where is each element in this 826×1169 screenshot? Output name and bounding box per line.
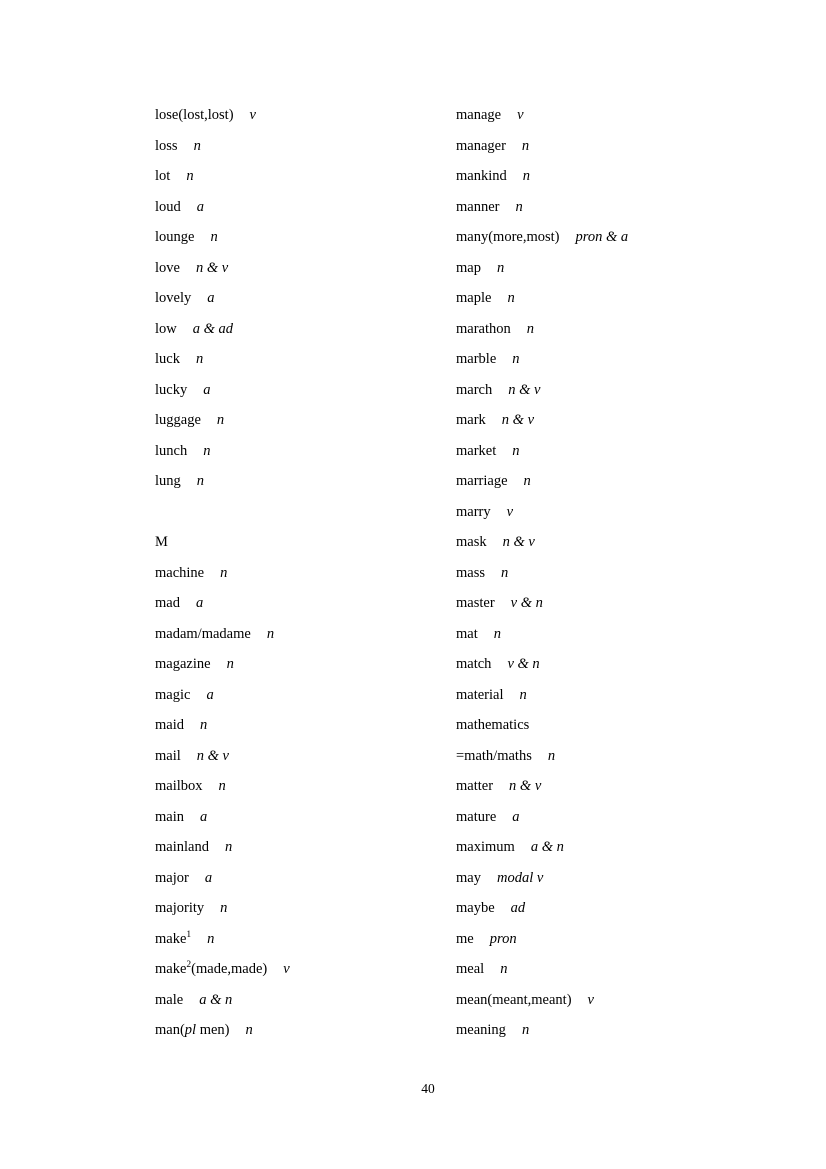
entry-pos: n <box>207 930 215 947</box>
entry-word: mass <box>456 564 485 581</box>
entry-pos: n <box>523 473 531 490</box>
word-entry <box>155 893 290 924</box>
entry-pos: n <box>501 564 509 581</box>
word-entry <box>155 649 290 680</box>
word-entry <box>456 344 628 375</box>
entry-word: man(pl men) <box>155 1022 230 1039</box>
word-entry <box>456 375 628 406</box>
word-entry <box>456 405 628 436</box>
entry-word: maid <box>155 717 184 734</box>
entry-pos: v <box>517 107 524 123</box>
entry-pos: a & ad <box>192 320 234 337</box>
word-entry <box>456 619 628 650</box>
entry-word: march <box>456 381 493 398</box>
entry-word: make$^2$(made,made) <box>155 960 268 978</box>
entry-word: main <box>155 808 184 825</box>
entry-word: manner <box>456 198 500 215</box>
entry-word: maximum <box>456 839 515 856</box>
entry-word: maybe <box>456 900 495 917</box>
word-entry <box>456 192 628 223</box>
word-entry <box>456 924 628 955</box>
section-letter <box>155 527 290 558</box>
entry-pos: n <box>521 1022 530 1039</box>
word-entry <box>155 344 290 375</box>
word-entry <box>456 527 628 558</box>
entry-pos: n <box>203 442 211 459</box>
word-entry <box>456 558 628 589</box>
word-entry <box>456 314 628 345</box>
word-entry <box>155 954 290 985</box>
word-entry <box>155 710 290 741</box>
entry-pos: n <box>496 259 505 276</box>
entry-pos: n <box>245 1022 253 1039</box>
entry-word: manager <box>456 137 506 154</box>
entry-word: meal <box>456 961 485 978</box>
entry-word: majority <box>155 900 205 917</box>
entry-word: mad <box>155 595 180 612</box>
page-number: 40 <box>421 1081 435 1096</box>
word-entry <box>456 649 628 680</box>
entry-word: mean(meant,meant) <box>456 991 572 1008</box>
entry-word: luggage <box>155 412 201 429</box>
word-entry <box>155 588 290 619</box>
entry-word: lunch <box>155 442 188 459</box>
entry-pos: n <box>200 717 208 734</box>
entry-pos: n <box>186 168 194 185</box>
entry-word: mankind <box>456 168 507 185</box>
entry-pos: n & v <box>195 259 229 276</box>
entry-word: marriage <box>456 473 508 490</box>
entry-pos: n <box>193 137 201 154</box>
entry-word: major <box>155 869 189 886</box>
word-entry <box>155 222 290 253</box>
entry-word: magazine <box>155 656 211 673</box>
entry-word: luck <box>155 351 180 368</box>
word-entry <box>155 161 290 192</box>
entry-word: mail <box>155 747 181 764</box>
entry-pos: n <box>493 625 501 642</box>
entry-pos: n <box>266 625 275 642</box>
entry-word: lovely <box>155 290 192 307</box>
word-entry <box>155 771 290 802</box>
entry-pos: n <box>500 961 508 978</box>
entry-pos: a <box>200 808 208 825</box>
entry-word: marry <box>456 503 491 520</box>
word-entry <box>155 832 290 863</box>
word-entry <box>456 436 628 467</box>
entry-pos: n & v <box>508 381 541 398</box>
entry-pos: n <box>512 442 520 459</box>
entry-pos: n <box>220 900 228 917</box>
entry-word: magic <box>155 686 191 703</box>
entry-pos: n <box>226 656 234 673</box>
entry-pos: n <box>210 229 218 246</box>
entry-pos: n <box>547 747 556 764</box>
entry-word: mailbox <box>155 778 203 795</box>
word-entry <box>155 100 290 131</box>
word-entry <box>155 436 290 467</box>
entry-pos: a <box>196 198 205 215</box>
word-entry <box>456 588 628 619</box>
entry-word: mask <box>456 534 487 551</box>
entry-word: make$^1$ <box>155 930 192 947</box>
word-entry <box>456 985 628 1016</box>
word-entry <box>456 253 628 284</box>
entry-pos: a <box>206 686 214 703</box>
entry-pos: v <box>506 503 514 520</box>
entry-pos: pron <box>489 930 517 947</box>
entry-word: mat <box>456 625 478 642</box>
word-entry <box>155 192 290 223</box>
word-entry <box>456 802 628 833</box>
entry-word: machine <box>155 564 205 581</box>
entry-pos: n <box>526 320 535 337</box>
word-entry <box>456 893 628 924</box>
word-entry <box>155 405 290 436</box>
entry-word: love <box>155 259 180 276</box>
entry-word: manage <box>456 107 502 123</box>
entry-pos: n <box>507 290 515 307</box>
entry-word: lounge <box>155 229 195 246</box>
word-entry <box>456 161 628 192</box>
word-entry <box>456 863 628 894</box>
entry-word: mathematics <box>456 717 530 734</box>
word-entry <box>155 1015 290 1046</box>
entry-word: material <box>456 686 504 703</box>
word-entry <box>456 100 628 131</box>
word-entry <box>155 314 290 345</box>
entry-pos: n & v <box>501 412 535 429</box>
entry-pos: a <box>512 808 520 825</box>
entry-pos: n <box>522 168 530 185</box>
entry-pos: v & n <box>507 656 540 673</box>
word-entry <box>155 375 290 406</box>
blank-line <box>155 497 290 528</box>
entry-word: male <box>155 991 184 1008</box>
word-entry <box>155 863 290 894</box>
word-entry <box>155 558 290 589</box>
entry-word: me <box>456 930 474 947</box>
entry-pos: pron & a <box>575 229 629 246</box>
entry-pos: a <box>204 869 213 886</box>
word-entry <box>155 924 290 955</box>
entry-pos: ad <box>510 900 526 917</box>
entry-pos: v & n <box>510 595 543 612</box>
entry-pos: n <box>521 137 530 154</box>
word-entry <box>456 1015 628 1046</box>
entry-pos: n <box>218 778 226 795</box>
word-entry <box>456 832 628 863</box>
entry-pos: n <box>224 839 233 856</box>
word-entry <box>456 741 628 772</box>
entry-pos: a & n <box>530 839 564 856</box>
entry-word: lose(lost,lost) <box>155 107 234 123</box>
entry-word: master <box>456 595 495 612</box>
entry-word: meaning <box>456 1022 506 1039</box>
entry-word: mature <box>456 808 497 825</box>
entry-pos: v <box>283 961 290 978</box>
entry-pos: n <box>512 351 520 368</box>
entry-word: loss <box>155 137 178 154</box>
entry-word: M <box>155 534 168 551</box>
entry-word: many(more,most) <box>456 229 560 246</box>
word-list-column-right <box>456 100 628 1046</box>
entry-word: lung <box>155 473 181 490</box>
word-entry <box>456 283 628 314</box>
entry-pos: n <box>195 351 204 368</box>
entry-pos: n & v <box>509 778 542 795</box>
entry-word: market <box>456 442 497 459</box>
entry-word: marathon <box>456 320 511 337</box>
entry-pos: n <box>216 412 225 429</box>
word-entry <box>155 985 290 1016</box>
entry-pos: n & v <box>196 747 229 764</box>
entry-pos: n <box>519 686 527 703</box>
entry-word: lot <box>155 168 171 185</box>
entry-pos: a <box>195 595 204 612</box>
entry-pos: n <box>220 564 228 581</box>
word-list-column-left <box>155 100 290 1046</box>
entry-word: maple <box>456 290 492 307</box>
entry-pos: v <box>249 107 256 123</box>
entry-word: =math/maths <box>456 747 532 764</box>
word-entry <box>456 710 628 741</box>
entry-word: lucky <box>155 381 188 398</box>
word-entry <box>155 253 290 284</box>
word-entry <box>456 131 628 162</box>
entry-word: low <box>155 320 177 337</box>
word-entry <box>155 619 290 650</box>
word-entry <box>155 802 290 833</box>
entry-pos: n <box>515 198 523 215</box>
word-entry <box>155 466 290 497</box>
entry-pos: a & n <box>199 991 233 1008</box>
word-entry <box>456 466 628 497</box>
entry-word: madam/madame <box>155 625 251 642</box>
word-entry <box>155 741 290 772</box>
entry-word: map <box>456 259 481 276</box>
word-entry <box>155 680 290 711</box>
entry-word: may <box>456 869 481 886</box>
entry-pos: n & v <box>502 534 535 551</box>
entry-word: mainland <box>155 839 209 856</box>
word-entry <box>456 771 628 802</box>
word-entry <box>456 497 628 528</box>
word-entry <box>456 954 628 985</box>
entry-word: matter <box>456 778 494 795</box>
entry-pos: a <box>207 290 215 307</box>
entry-word: marble <box>456 351 497 368</box>
entry-word: loud <box>155 198 181 215</box>
entry-word: mark <box>456 412 486 429</box>
entry-pos: v <box>587 991 594 1008</box>
entry-pos: n <box>196 473 205 490</box>
word-entry <box>155 131 290 162</box>
entry-word: match <box>456 656 492 673</box>
word-entry <box>155 283 290 314</box>
word-entry <box>456 222 628 253</box>
word-entry <box>456 680 628 711</box>
entry-pos: a <box>203 381 211 398</box>
entry-pos: modal v <box>496 869 544 886</box>
